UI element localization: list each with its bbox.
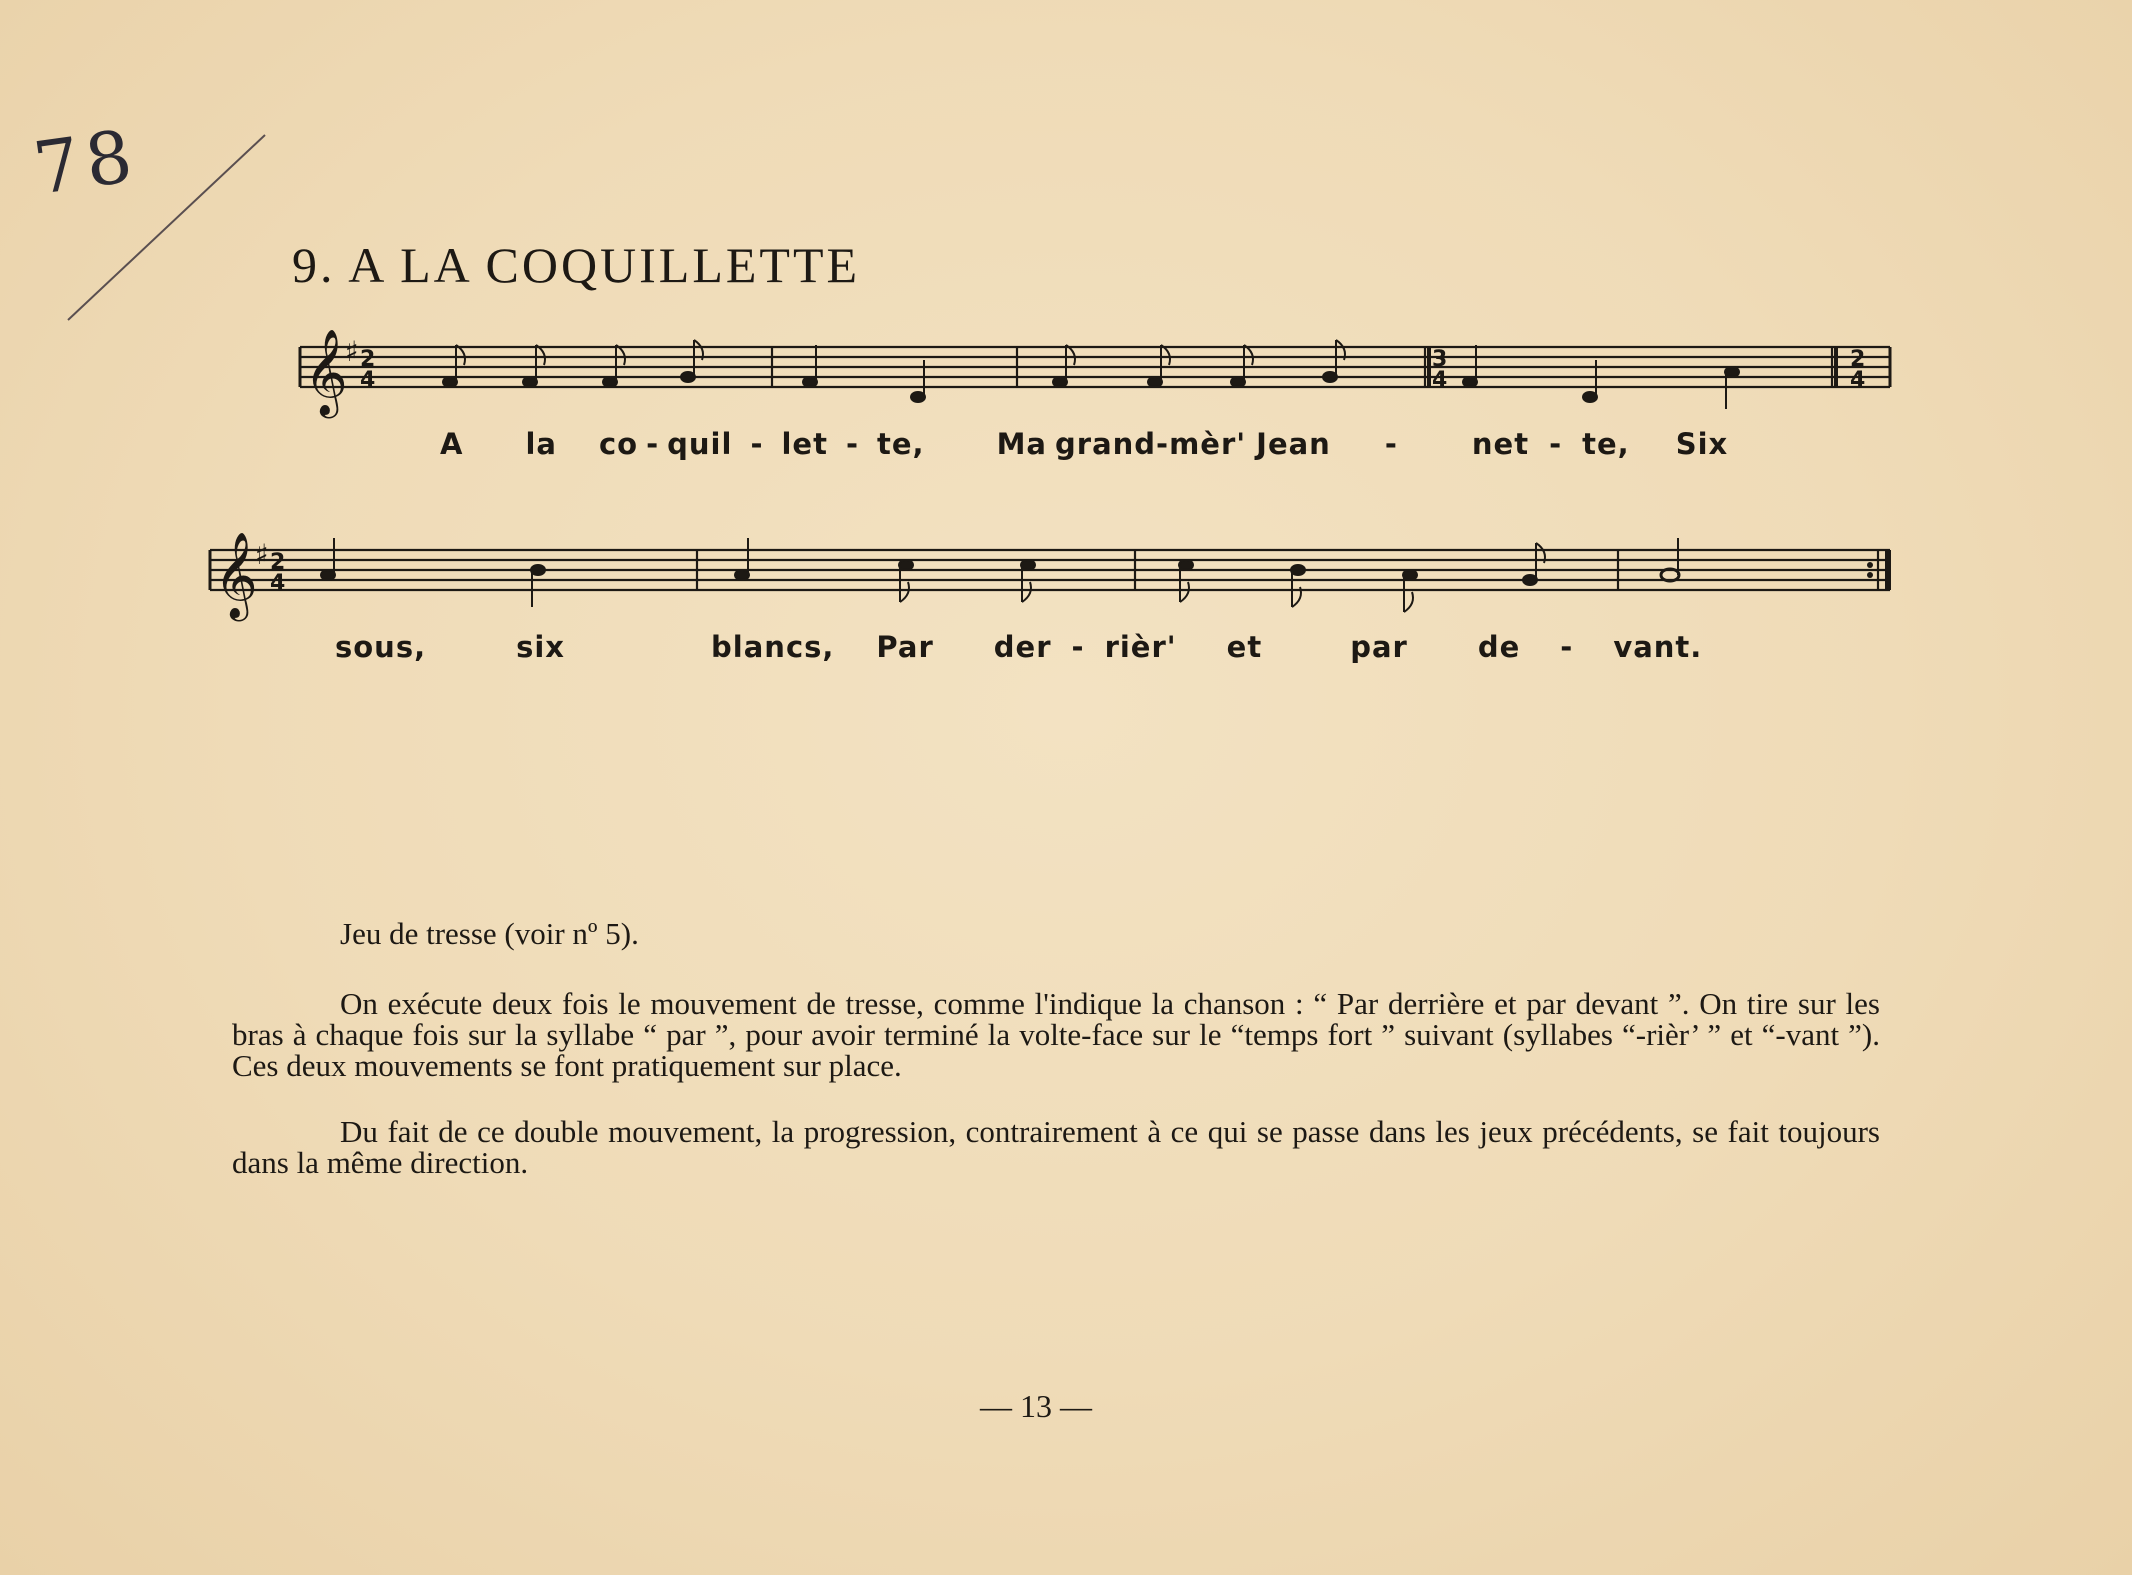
lyric-word: - [1071,630,1085,664]
svg-text:2: 2 [360,347,376,372]
lyric-word: co [598,427,639,461]
svg-text:4: 4 [270,571,286,596]
lyrics-line-1 [440,427,1728,461]
lyric-word: - [845,427,860,461]
lyric-word: te, [1582,427,1630,461]
lyric-word: grand-mèr' [1055,427,1247,461]
svg-text:3: 3 [1432,347,1448,372]
lyric-word: six [516,630,566,664]
paragraph-3: Du fait de ce double mouvement, la progression, contrairement à ce qui se passe dans les jeux précédents, se fait toujours dans la même direction. [232,1114,1880,1180]
treble-clef-icon: 𝄞 [304,329,348,415]
page-number: — 13 — [980,1388,1092,1424]
music-staff-1 [290,325,1900,420]
lyric-word: - [646,427,660,461]
handwritten-note: 78 [28,113,143,211]
svg-text:𝄞: 𝄞 [214,532,258,618]
lyric-word: de [1477,630,1521,664]
paragraph-2: On exécute deux fois le mouvement de tresse, comme l'indique la chanson : “ Par derrière et par devant ”. On tire sur les bras à chaque fois sur la syllabe “ par ”, pour avoir terminé la volte-face sur le “temps fort ” suivant (syllabes “-rièr’ ” et “-vant ”). Ces deux mouvements se font pratiquement sur place. [232,986,1880,1083]
lyric-word: vant. [1613,630,1703,664]
lyric-word: Six [1675,427,1729,461]
lyric-word: Par [876,630,934,664]
svg-text:2: 2 [270,550,286,575]
lyric-word: der [993,630,1052,664]
lyrics-line-2 [335,630,1702,664]
svg-text:4: 4 [1432,368,1448,393]
lyric-word: let [781,427,828,461]
paragraph-1: Jeu de tresse (voir nº 5). [340,916,639,951]
lyric-word: - [1560,630,1574,664]
lyric-word: la [525,427,557,461]
lyric-word: - [750,427,764,461]
lyric-word: par [1350,630,1408,664]
lyric-word: quil [667,427,733,461]
sharp-icon: ♯ [345,335,359,368]
song-title: 9. A LA COQUILLETTE [292,237,861,293]
music-staff-2 [200,515,1900,625]
svg-text:♯: ♯ [255,538,269,571]
lyric-word: blancs, [711,630,835,664]
lyric-word: - [1384,427,1398,461]
svg-text:4: 4 [1850,368,1866,393]
svg-text:4: 4 [360,368,376,393]
lyric-word: - [1549,427,1563,461]
lyric-word: net [1471,427,1530,461]
lyric-word: Jean [1256,427,1331,461]
lyric-word: sous, [335,630,427,664]
lyric-word: te, [877,427,925,461]
lyric-word: rièr' [1104,630,1177,664]
lyric-word: et [1226,630,1263,664]
svg-text:2: 2 [1850,347,1866,372]
lyric-word: A [440,427,464,461]
lyric-word: Ma [996,427,1048,461]
